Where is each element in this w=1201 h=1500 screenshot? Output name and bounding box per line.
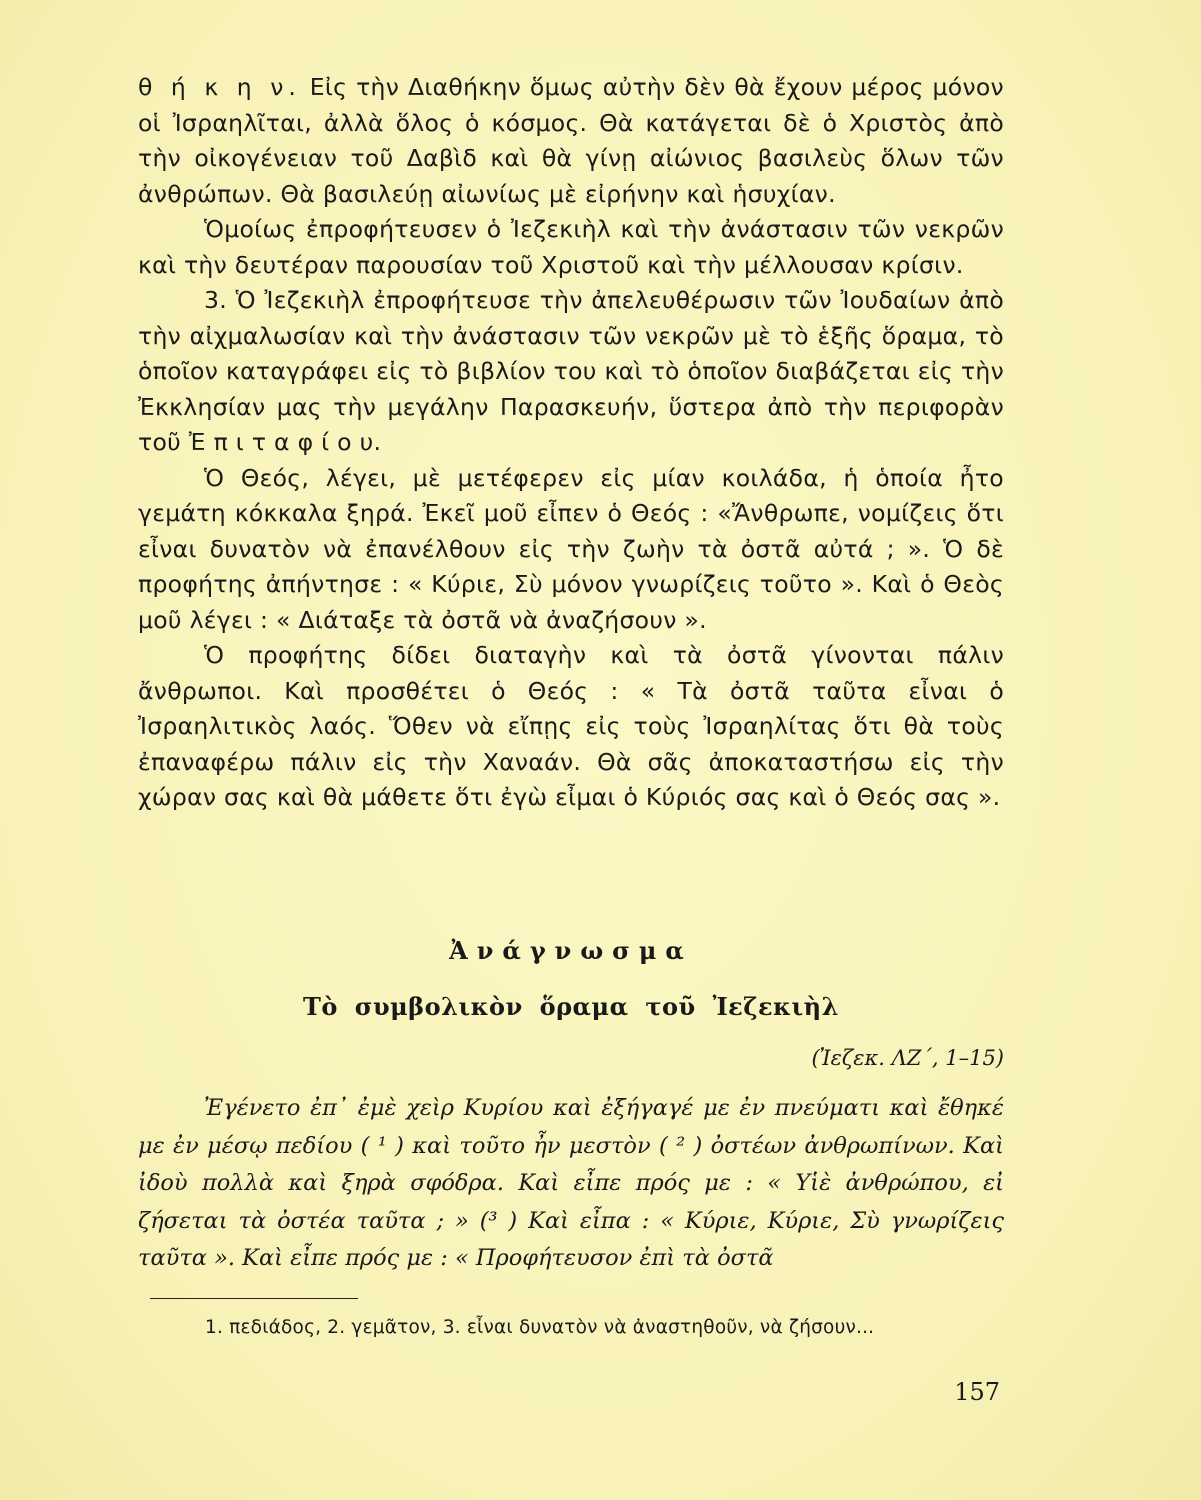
paragraph-5: Ὁ προφήτης δίδει διαταγὴν καὶ τὰ ὀστᾶ γίνονται πάλιν ἄνθρωποι. Καὶ προσθέτει ὁ Θεός : « Τὰ ὀστᾶ ταῦτα εἶναι ὁ Ἰσραηλιτικὸς λαός. Ὅθεν νὰ εἴπῃς εἰς τοὺς Ἰσραηλίτας ὅτι θὰ τοὺς ἐπαναφέρω πάλιν εἰς τὴν Χαναάν. Θὰ σᾶς ἀποκαταστήσω εἰς τὴν χώραν σας καὶ θὰ μάθετε ὅτι ἐγὼ εἶμαι ὁ Κύριός σας καὶ ὁ Θεός σας ». [138, 641, 1004, 811]
paragraph-lead-word: θ ή κ η ν. [138, 73, 301, 101]
paragraph-tail-word: Ἐ π ι τ α φ ί ο υ. [188, 428, 382, 456]
footnote-divider [150, 1298, 358, 1299]
paragraph-2: Ὁμοίως ἐπροφήτευσεν ὁ Ἰεζεκιὴλ καὶ τὴν ἀνάστασιν τῶν νεκρῶν καὶ τὴν δευτέραν παρουσίαν τοῦ Χριστοῦ καὶ τὴν μέλλουσαν κρίσιν. [138, 215, 1004, 279]
paragraph-3 [138, 283, 1004, 461]
page-number: 157 [954, 1378, 1000, 1406]
reading-title: Τὸ συμβολικὸν ὅραμα τοῦ Ἰεζεκιὴλ [303, 992, 839, 1021]
main-text [138, 70, 1004, 816]
reading-text: Ἐγένετο ἐπ᾽ ἐμὲ χεὶρ Κυρίου καὶ ἐξήγαγέ με ἐν πνεύματι καὶ ἔθηκέ με ἐν μέσῳ πεδίου ( ¹ ) καὶ τοῦτο ἦν μεστὸν ( ² ) ὀστέων ἀνθρωπίνων. Καὶ ἰδοὺ πολλὰ καὶ ξηρὰ σφόδρα. Καὶ εἶπε πρός με : « Υἱὲ ἀνθρώπου, εἰ ζήσεται τὰ ὀστέα ταῦτα ; » (³ ) Καὶ εἶπα : « Κύριε, Κύριε, Σὺ γνωρίζεις ταῦτα ». Καὶ εἶπε πρός με : « Προφήτευσον ἐπὶ τὰ ὀστᾶ [138, 1095, 1004, 1271]
reading-reference: (Ἰεζεκ. ΛΖ΄, 1–15) [811, 1046, 1004, 1070]
footnote: 1. πεδιάδος, 2. γεμᾶτον, 3. εἶναι δυνατὸν νὰ ἀναστηθοῦν, νὰ ζήσουν... [205, 1317, 875, 1338]
paragraph-text: 3. Ὁ Ἰεζεκιὴλ ἐπροφήτευσε τὴν ἀπελευθέρωσιν τῶν Ἰουδαίων ἀπὸ τὴν αἰχμαλωσίαν καὶ τὴν ἀνάστασιν τῶν νεκρῶν μὲ τὸ ἑξῆς ὅραμα, τὸ ὁποῖον καταγράφει εἰς τὸ βιβλίον του καὶ τὸ ὁποῖον διαβάζεται εἰς τὴν Ἐκκλησίαν μας τὴν μεγάλην Παρασκευήν, ὕστερα ἀπὸ τὴν περιφορὰν τοῦ [138, 286, 1004, 456]
reading-heading: Ἀνάγνωσμα [449, 936, 693, 965]
paragraph-1 [138, 70, 1004, 212]
paragraph-4: Ὁ Θεός, λέγει, μὲ μετέφερεν εἰς μίαν κοιλάδα, ἡ ὁποία ἦτο γεμάτη κόκκαλα ξηρά. Ἐκεῖ μοῦ εἶπεν ὁ Θεός : «Ἄνθρωπε, νομίζεις ὅτι εἶναι δυνατὸν νὰ ἐπανέλθουν εἰς τὴν ζωὴν τὰ ὀστᾶ αὐτά ; ». Ὁ δὲ προφήτης ἀπήντησε : « Κύριε, Σὺ μόνον γνωρίζεις τοῦτο ». Καὶ ὁ Θεὸς μοῦ λέγει : « Διάταξε τὰ ὀστᾶ νὰ ἀναζήσουν ». [138, 463, 1004, 634]
paragraph-text: Εἰς τὴν Διαθήκην ὅμως αὐτὴν δὲν θὰ ἔχουν μέρος μόνον οἱ Ἰσραηλῖται, ἀλλὰ ὅλος ὁ κόσμος. Θὰ κατάγεται δὲ ὁ Χριστὸς ἀπὸ τὴν οἰκογένειαν τοῦ Δαβὶδ καὶ θὰ γίνῃ αἰώνιος βασιλεὺς ὅλων τῶν ἀνθρώπων. Θὰ βασιλεύῃ αἰωνίως μὲ εἰρήνην καὶ ἡσυχίαν. [138, 73, 1004, 208]
